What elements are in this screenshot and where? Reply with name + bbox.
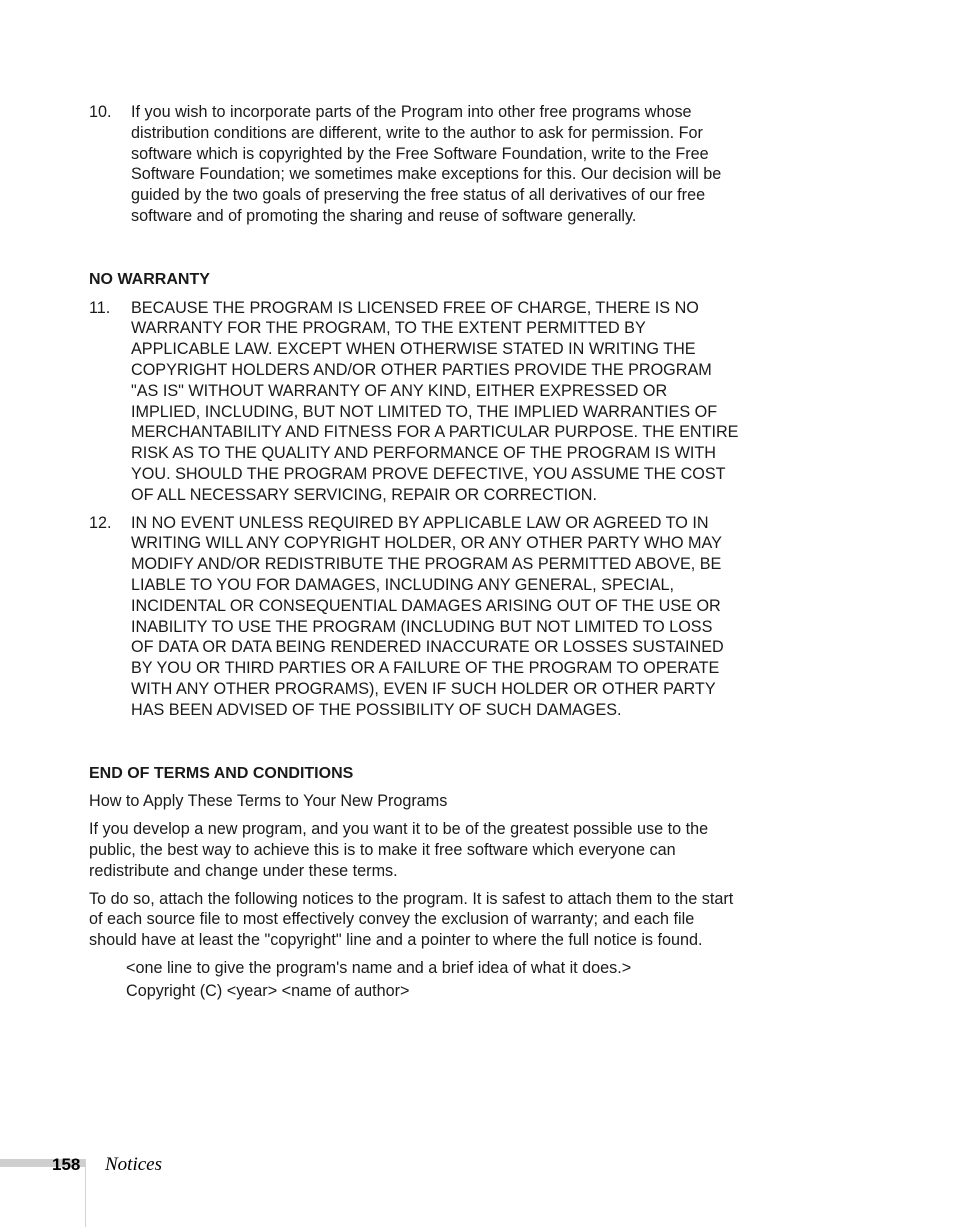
item-number: 12. (89, 513, 112, 532)
item-number: 11. (89, 298, 111, 317)
item-text: BECAUSE THE PROGRAM IS LICENSED FREE OF CHARGE, THERE IS NO WARRANTY FOR THE PROGRAM, TO THE EXTENT PERMITTED BY APPLICABLE LAW. EXCEPT WHEN OTHERWISE STATED IN WRITING THE COPYRIGHT HOLDERS AND/OR OTHER PARTIES PROVIDE THE PROGRAM "AS IS" WITHOUT WARRANTY OF ANY KIND, EITHER EXPRESSED OR IMPLIED, INCLUDING, BUT NOT LIMITED TO, THE IMPLIED WARRANTIES OF MERCHANTABILITY AND FITNESS FOR A PARTICULAR PURPOSE. THE ENTIRE RISK AS TO THE QUALITY AND PERFORMANCE OF THE PROGRAM IS WITH YOU. SHOULD THE PROGRAM PROVE DEFECTIVE, YOU ASSUME THE COST OF ALL NECESSARY SERVICING, REPAIR OR CORRECTION. (131, 298, 739, 504)
paragraph-develop: If you develop a new program, and you want it to be of the greatest possible use to the public, the best way to achieve this is to make it free software which everyone can redistribute and change under these terms. (89, 820, 709, 880)
item-number: 10. (89, 103, 112, 121)
item-text: If you wish to incorporate parts of the Program into other free programs whose distribution conditions are different, write to the author to ask for permission. For software which is copyrighted by the Free Software Foundation, write to the Free Software Foundation; we sometimes make exceptions for this. Our decision will be guided by the two goals of preserving the free status of all derivatives of our free software and of promoting the sharing and reuse of software generally. (131, 103, 722, 225)
paragraph-attach: To do so, attach the following notices to the program. It is safest to attach them to the start of each source file to most effectively convey the exclusion of warranty; and each file should have at least the "copyright" line and a pointer to where the full notice is found. (89, 889, 734, 950)
item-text: IN NO EVENT UNLESS REQUIRED BY APPLICABLE LAW OR AGREED TO IN WRITING WILL ANY COPYRIGHT HOLDER, OR ANY OTHER PARTY WHO MAY MODIFY AND/OR REDISTRIBUTE THE PROGRAM AS PERMITTED ABOVE, BE LIABLE TO YOU FOR DAMAGES, INCLUDING ANY GENERAL, SPECIAL, INCIDENTAL OR CONSEQUENTIAL DAMAGES ARISING OUT OF THE USE OR INABILITY TO USE THE PROGRAM (INCLUDING BUT NOT LIMITED TO LOSS OF DATA OR DATA BEING RENDERED INACCURATE OR LOSSES SUSTAINED BY YOU OR THIRD PARTIES OR A FAILURE OF THE PROGRAM TO OPERATE WITH ANY OTHER PROGRAMS), EVEN IF SUCH HOLDER OR OTHER PARTY HAS BEEN ADVISED OF THE POSSIBILITY OF SUCH DAMAGES. (131, 513, 724, 719)
no-warranty-heading: NO WARRANTY (89, 270, 210, 288)
list-item-11 (89, 298, 739, 506)
end-of-terms-heading: END OF TERMS AND CONDITIONS (89, 764, 354, 782)
notice-line-1: <one line to give the program's name and a brief idea of what it does.> (126, 958, 632, 977)
page-body (89, 102, 739, 1001)
how-to-apply-title: How to Apply These Terms to Your New Programs (89, 792, 448, 811)
footer-section-name: Notices (105, 1154, 162, 1175)
list-item-10 (89, 102, 739, 227)
footer-divider (85, 1159, 86, 1227)
page-number: 158 (52, 1155, 81, 1174)
notice-line-2: Copyright (C) <year> <name of author> (126, 981, 410, 1000)
list-item-12 (89, 513, 739, 721)
